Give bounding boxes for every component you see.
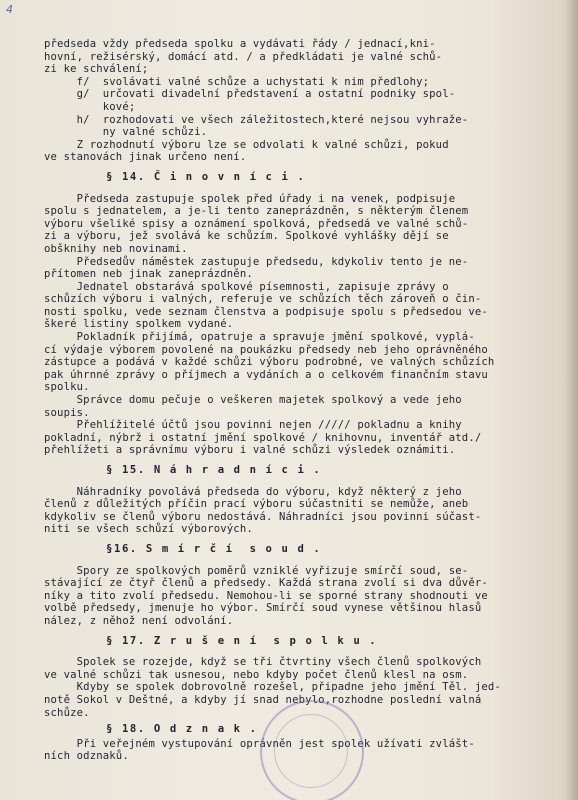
text-line: zi ke schválení; (44, 63, 149, 76)
section-heading-16: §16. S m í r č í s o u d . (106, 542, 322, 555)
text-line: přítomen neb jinak zaneprázdněn. (44, 268, 253, 281)
paragraph-15 (44, 486, 564, 536)
text-line: schůze. (44, 706, 90, 719)
text-line: g/ určovati divadelní představení a ostatní podniky spol- (44, 88, 456, 101)
text-line: f/ svolávati valné schůze a uchystati k nim předlohy; (44, 75, 430, 88)
text-line: Při veřejném vystupování oprávněn jest spolek užívati zvlášt- (44, 737, 475, 750)
text-line: Náhradníky povolává předseda do výboru, když některý z jeho (44, 485, 462, 498)
paragraph-14 (44, 193, 564, 457)
text-line: nosti spolku, vede seznam členstva a podpisuje spolu s předsedou ve- (44, 305, 488, 318)
text-line: Přehlížitelé účtů jsou povinni nejen ///// pokladnu a knihy (44, 419, 462, 432)
text-line: Jednatel obstarává spolkové písemnosti, zapisuje zprávy o (44, 280, 449, 293)
text-line: spolku. (44, 381, 90, 394)
text-line: škeré listiny spolkem vydané. (44, 318, 234, 331)
text-line: cí výdaje výborem povolené na poukázku předsedy neb jeho oprávněného (44, 343, 488, 356)
text-line: přehlížeti a správnímu výboru i valné schůzi výsledek oznámiti. (44, 444, 456, 457)
text-line: Pokladník přijímá, opatruje a spravuje jmění spolkové, vyplá- (44, 331, 475, 344)
text-line: soupis. (44, 406, 90, 419)
text-line: předseda vždy předseda spolku a vydávati řády / jednací,kni- (44, 38, 436, 50)
paragraph-16 (44, 565, 564, 628)
document-body (44, 38, 564, 763)
text-line: zástupce a podává v každé schůzi výboru podrobné, ve valných schůzích (44, 356, 495, 369)
text-line: niti se všech schůzí výborových. (44, 523, 253, 536)
section-heading-15: § 15. N á h r a d n í c i . (106, 464, 322, 476)
organization-stamp (260, 700, 364, 800)
text-line: Z rozhodnutí výboru lze se odvolati k valné schůzi, pokud (44, 138, 449, 151)
text-line: hovní, režisérský, domácí atd. / a předkládati je valné schů- (44, 50, 443, 63)
text-line: níky a tito zvolí předsedu. Nemohou-li se sporné strany shodnouti ve (44, 589, 488, 602)
text-line: ních odznaků. (44, 750, 129, 763)
text-line: schůzích výboru i valných, referuje ve schůzích těch zároveň o čin- (44, 293, 482, 306)
text-line: kdykoliv se členů výboru nedostává. Náhradníci jsou povinni súčast- (44, 510, 482, 523)
text-line: ny valné schůzi. (44, 126, 208, 139)
text-line: Kdyby se spolek dobrovolně rozešel, připadne jeho jmění Těl. jed- (44, 681, 501, 694)
text-line: členů z důležitých příčin prací výboru súčastniti se nemůže, aneb (44, 498, 469, 511)
text-line: nález, z něhož není odvolání. (44, 614, 234, 627)
paragraph-top (44, 38, 564, 164)
text-line: zi a výboru, jež svolává ke schůzím. Spolkové vyhlášky dějí se (44, 230, 449, 243)
text-line: spolu s jednatelem, a je-li tento zaneprázdněn, s některým členem (44, 205, 469, 218)
text-line: Spory ze spolkových poměrů vzniklé vyřizuje smírčí soud, se- (44, 564, 469, 577)
section-heading-18: § 18. O d z n a k . (106, 723, 258, 736)
text-line: Předseda zastupuje spolek před úřady i na venek, podpisuje (44, 192, 456, 205)
text-line: ve stanovách jinak určeno není. (44, 151, 247, 164)
text-line: pokladní, nýbrž i ostatní jmění spolkové / knihovnu, inventář atd./ (44, 431, 482, 444)
page-edge-shadow (564, 0, 578, 800)
text-line: výboru všeliké spisy a oznámení spolková, předsedá ve valné schů- (44, 217, 469, 230)
text-line: Spolek se rozejde, když se tři čtvrtiny všech členů spolkových (44, 656, 482, 669)
text-line: kové; (44, 100, 136, 113)
text-line: ve valné schůzi tak usnesou, nebo kdyby počet členů klesl na osm. (44, 668, 469, 681)
text-line: stávající ze čtyř členů a předsedy. Každá strana zvolí si dva důvěr- (44, 577, 488, 590)
page-mark: 4 (6, 3, 13, 16)
section-heading-14: § 14. Č i n o v n í c i . (106, 170, 306, 183)
text-line: obšknihy neb novinami. (44, 242, 188, 255)
stamp-inner-ring (274, 714, 348, 788)
text-line: Předsedův náměstek zastupuje předsedu, kdykoliv tento je ne- (44, 255, 469, 268)
text-line: notě Sokol v Deštné, a kdyby jí snad nebylo,rozhodne poslední valná (44, 693, 482, 706)
text-line: Správce domu pečuje o veškeren majetek spolkový a vede jeho (44, 394, 462, 407)
section-heading-17: § 17. Z r u š e n í s p o l k u . (106, 634, 378, 647)
text-line: pak úhrnné zprávy o příjmech a vydáních a o celkovém finančním stavu (44, 368, 488, 381)
text-line: volbě předsedy, jmenuje ho výbor. Smírčí soud vynese většinou hlasů (44, 602, 482, 615)
text-line: h/ rozhodovati ve všech záležitostech,které nejsou vyhraže- (44, 113, 469, 126)
